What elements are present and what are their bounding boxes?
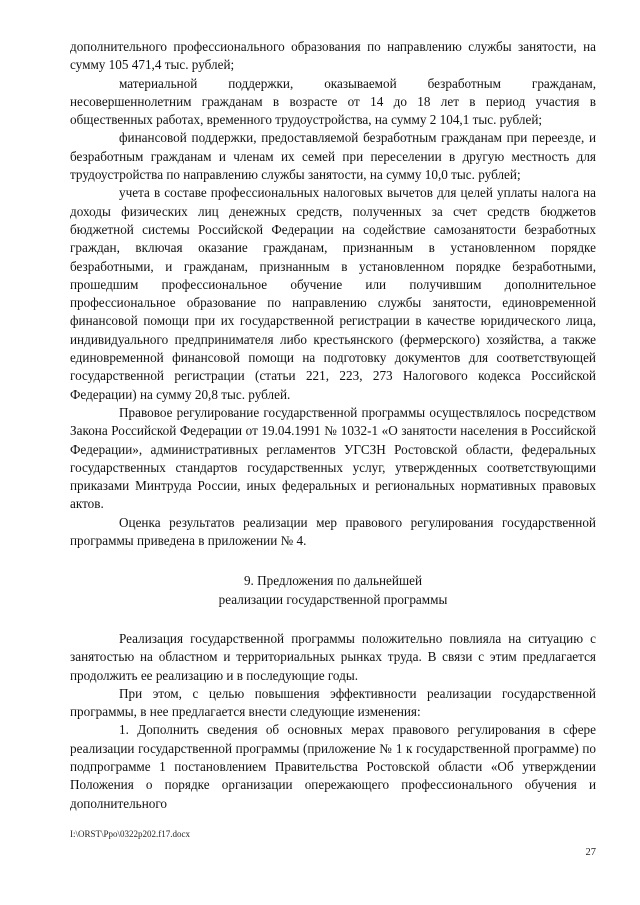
- paragraph-legal-regulation: Правовое регулирование государственной программы осуществлялось посредством Закона Российской Федерации от 19.04.1991 № 1032-1 «О занятости населения в Российской Федерации», административных регламентов УГСЗН Ростовской области, федеральных государственных стандартов государственных услуг, утвержденных соответствующими приказами Минтруда России, иных федеральных и региональных нормативных правовых актов.: [70, 404, 596, 512]
- paragraph-change-item-1: 1. Дополнить сведения об основных мерах правового регулирования в сфере реализации государственной программы (приложение № 1 к государственной программе) по подпрограмме 1 постановлением Правительства Ростовской области «Об утверждении Положения о порядке организации опережающего профессионального обучения и дополнительного: [70, 722, 596, 811]
- section-heading: [70, 572, 596, 609]
- section-heading-line-2: реализации государственной программы: [218, 591, 448, 607]
- document-body: [70, 38, 596, 813]
- paragraph-financial-support-relocation: финансовой поддержки, предоставляемой безработным гражданам при переезде, и безработным гражданам и членам их семей при переселении в другую местность для трудоустройства по направлению службы занятости, на сумму 10,0 тыс. рублей;: [70, 130, 596, 183]
- paragraph-evaluation-reference: Оценка результатов реализации мер правового регулирования государственной программы приведена в приложении № 4.: [70, 514, 596, 549]
- paragraph-professional-education: дополнительного профессионального образования по направлению службы занятости, на сумму 105 471,4 тыс. рублей;: [70, 39, 596, 73]
- footer-file-path: I:\ORST\Ppo\0322p202.f17.docx: [70, 829, 191, 839]
- paragraph-program-impact: Реализация государственной программы положительно повлияла на ситуацию с занятостью на областном и территориальных рынках труда. В связи с этим предлагается продолжить ее реализацию и в последующие годы.: [70, 630, 596, 683]
- paragraph-material-support: материальной поддержки, оказываемой безработным гражданам, несовершеннолетним гражданам в возрасте от 14 до 18 лет в период участия в общественных работах, временного трудоустройства, на сумму 2 104,1 тыс. рублей;: [70, 75, 596, 128]
- section-heading-line-1: 9. Предложения по дальнейшей: [243, 573, 423, 589]
- paragraph-tax-deductions: учета в составе профессиональных налоговых вычетов для целей уплаты налога на доходы физических лиц денежных средств, полученных за счет средств бюджетов бюджетной системы Российской Федерации на содействие самозанятости безработных граждан, включая оказание гражданам, признанным в установленном порядке безработными, и гражданам, признанным в установленном порядке безработными, прошедшим профессиональное обучение или получившим дополнительное профессиональное образование по направлению службы занятости, единовременной финансовой помощи при их государственной регистрации в качестве юридического лица, индивидуального предпринимателя либо крестьянского (фермерского) хозяйства, а также единовременной финансовой помощи на подготовку документов для соответствующей государственной регистрации (статьи 221, 223, 273 Налогового кодекса Российской Федерации) на сумму 20,8 тыс. рублей.: [70, 185, 596, 402]
- page-number: 27: [585, 847, 596, 858]
- paragraph-proposed-changes: При этом, с целью повышения эффективности реализации государственной программы, в нее предлагается внести следующие изменения:: [70, 685, 596, 720]
